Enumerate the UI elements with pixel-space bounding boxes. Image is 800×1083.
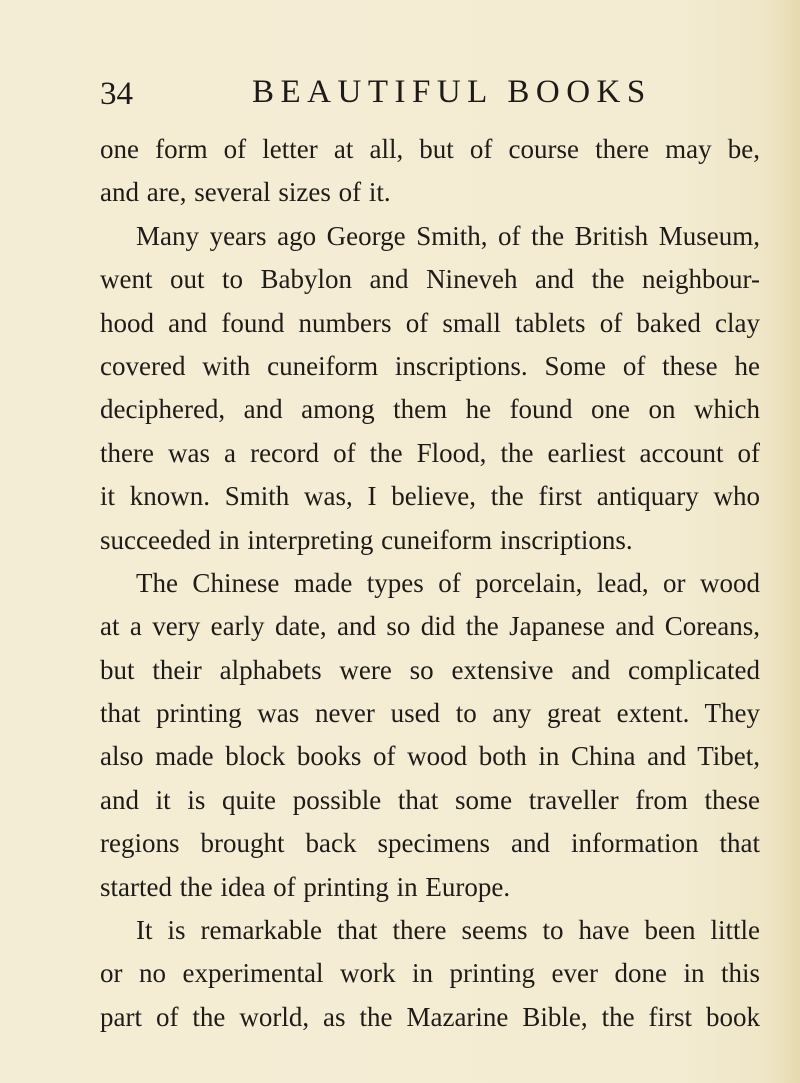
text-line: hood and found numbers of small tablets of baked clay bbox=[100, 307, 760, 338]
text-line: It is remarkable that there seems to have been little bbox=[136, 915, 760, 946]
text-line: started the idea of printing in Europe. bbox=[100, 871, 511, 902]
paragraph bbox=[100, 562, 760, 909]
paragraph bbox=[100, 909, 760, 1039]
text-line: and it is quite possible that some traveller from these bbox=[100, 784, 760, 815]
text-line: The Chinese made types of porcelain, lead, or wood bbox=[136, 567, 760, 598]
running-head: BEAUTIFUL BOOKS bbox=[252, 74, 652, 110]
paragraph bbox=[100, 215, 760, 562]
page-header bbox=[100, 72, 700, 112]
page-number: 34 bbox=[100, 76, 133, 112]
text-line: at a very early date, and so did the Japanese and Coreans, bbox=[100, 611, 760, 642]
paragraph bbox=[100, 128, 760, 215]
text-line: that printing was never used to any great extent. They bbox=[100, 698, 760, 729]
text-line: succeeded in interpreting cuneiform inscriptions. bbox=[100, 524, 633, 555]
text-line: there was a record of the Flood, the earliest account of bbox=[100, 437, 760, 468]
text-line: part of the world, as the Mazarine Bible, the first book bbox=[100, 1001, 760, 1032]
text-line: but their alphabets were so extensive and complicated bbox=[100, 654, 760, 685]
text-line: regions brought back specimens and information that bbox=[100, 828, 760, 859]
text-line: covered with cuneiform inscriptions. Some of these he bbox=[100, 350, 760, 381]
text-line: one form of letter at all, but of course there may be, bbox=[100, 134, 760, 164]
text-line: also made block books of wood both in China and Tibet, bbox=[100, 741, 760, 772]
text-line: and are, several sizes of it. bbox=[100, 177, 391, 208]
text-line: went out to Babylon and Nineveh and the neighbour- bbox=[100, 264, 760, 295]
text-line: or no experimental work in printing ever done in this bbox=[100, 958, 760, 989]
text-line: deciphered, and among them he found one on which bbox=[100, 394, 760, 425]
text-line: it known. Smith was, I believe, the first antiquary who bbox=[100, 481, 760, 512]
text-line: Many years ago George Smith, of the British Museum, bbox=[136, 220, 760, 251]
body-text bbox=[100, 128, 760, 1039]
